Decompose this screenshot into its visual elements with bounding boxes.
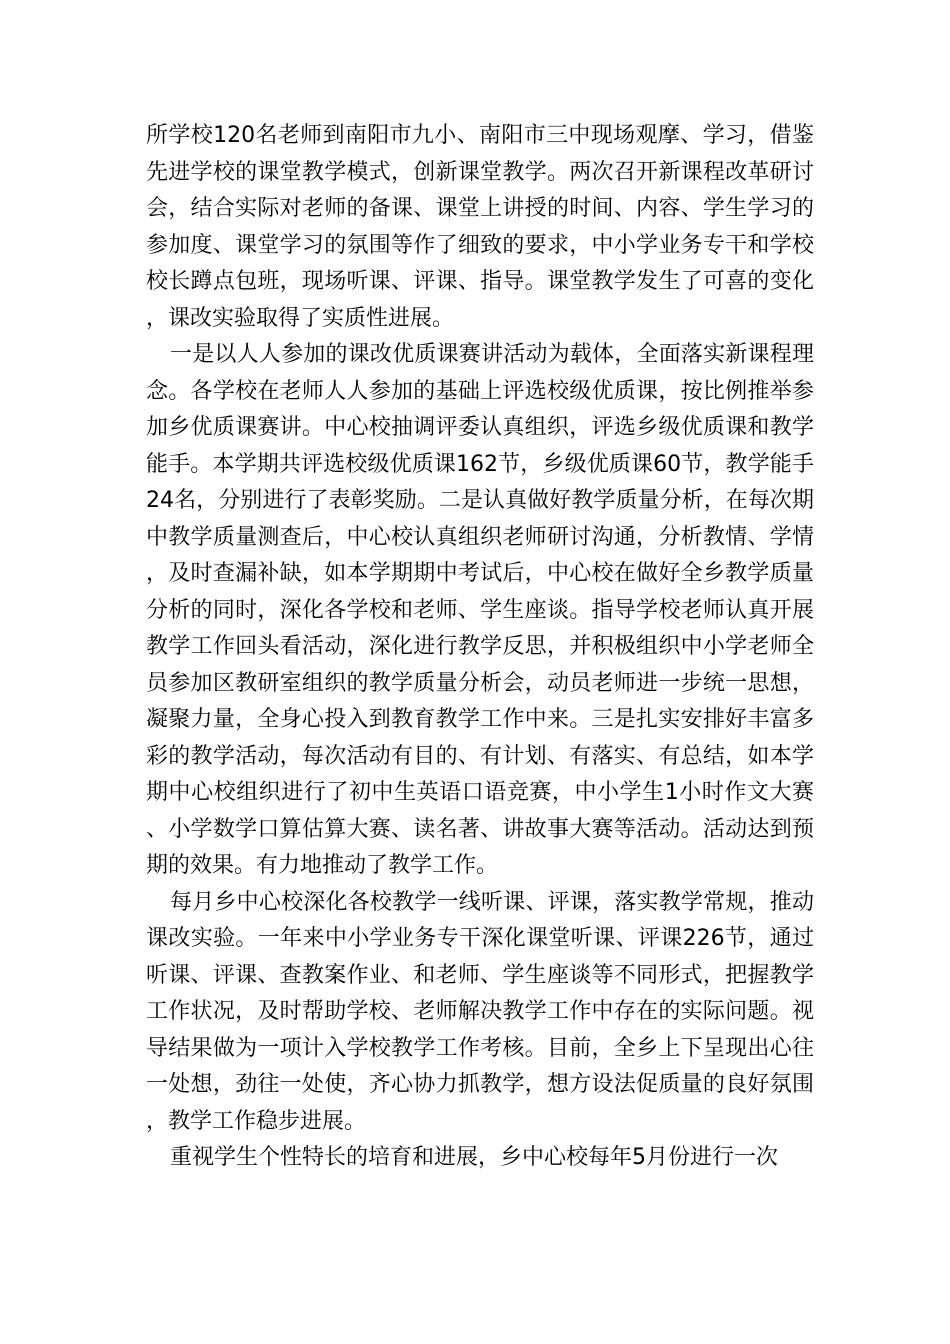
document-body — [146, 118, 814, 1177]
paragraph-teaching-activities: 一是以人人参加的课改优质课赛讲活动为载体，全面落实新课程理念。各学校在老师人人参加的基础上评选校级优质课，按比例推举参加乡优质课赛讲。中心校抽调评委认真组织，评选乡级优质课和教学能手。本学期共评选校级优质课162节，乡级优质课60节，教学能手24名，分别进行了表彰奖励。二是认真做好教学质量分析，在每次期中教学质量测查后，中心校认真组织老师研讨沟通，分析教情、学情，及时查漏补缺，如本学期期中考试后，中心校在做好全乡教学质量分析的同时，深化各学校和老师、学生座谈。指导学校老师认真开展教学工作回头看活动，深化进行教学反思，并积极组织中小学老师全员参加区教研室组织的教学质量分析会，动员老师进一步统一思想，凝聚力量，全身心投入到教育教学工作中来。三是扎实安排好丰富多彩的教学活动，每次活动有目的、有计划、有落实、有总结，如本学期中心校组织进行了初中生英语口语竞赛，中小学生1小时作文大赛、小学数学口算估算大赛、读名著、讲故事大赛等活动。活动达到预期的效果。有力地推动了教学工作。 — [146, 342, 814, 878]
paragraph-monthly-observation: 每月乡中心校深化各校教学一线听课、评课，落实教学常规，推动课改实验。一年来中小学业务专干深化课堂听课、评课226节，通过听课、评课、查教案作业、和老师、学生座谈等不同形式，把握教学工作状况，及时帮助学校、老师解决教学工作中存在的实际问题。视导结果做为一项计入学校教学工作考核。目前，全乡上下呈现出心往一处想，劲往一处使，齐心协力抓教学，想方设法促质量的良好氛围，教学工作稳步进展。 — [146, 889, 814, 1134]
paragraph-continuation: 所学校120名老师到南阳市九小、南阳市三中现场观摩、学习，借鉴先进学校的课堂教学模式，创新课堂教学。两次召开新课程改革研讨会，结合实际对老师的备课、课堂上讲授的时间、内容、学生学习的参加度、课堂学习的氛围等作了细致的要求，中小学业务专干和学校校长蹲点包班，现场听课、评课、指导。课堂教学发生了可喜的变化，课改实验取得了实质性进展。 — [146, 123, 814, 331]
paragraph-student-specialties: 重视学生个性特长的培育和进展，乡中心校每年5月份进行一次 — [170, 1145, 778, 1170]
